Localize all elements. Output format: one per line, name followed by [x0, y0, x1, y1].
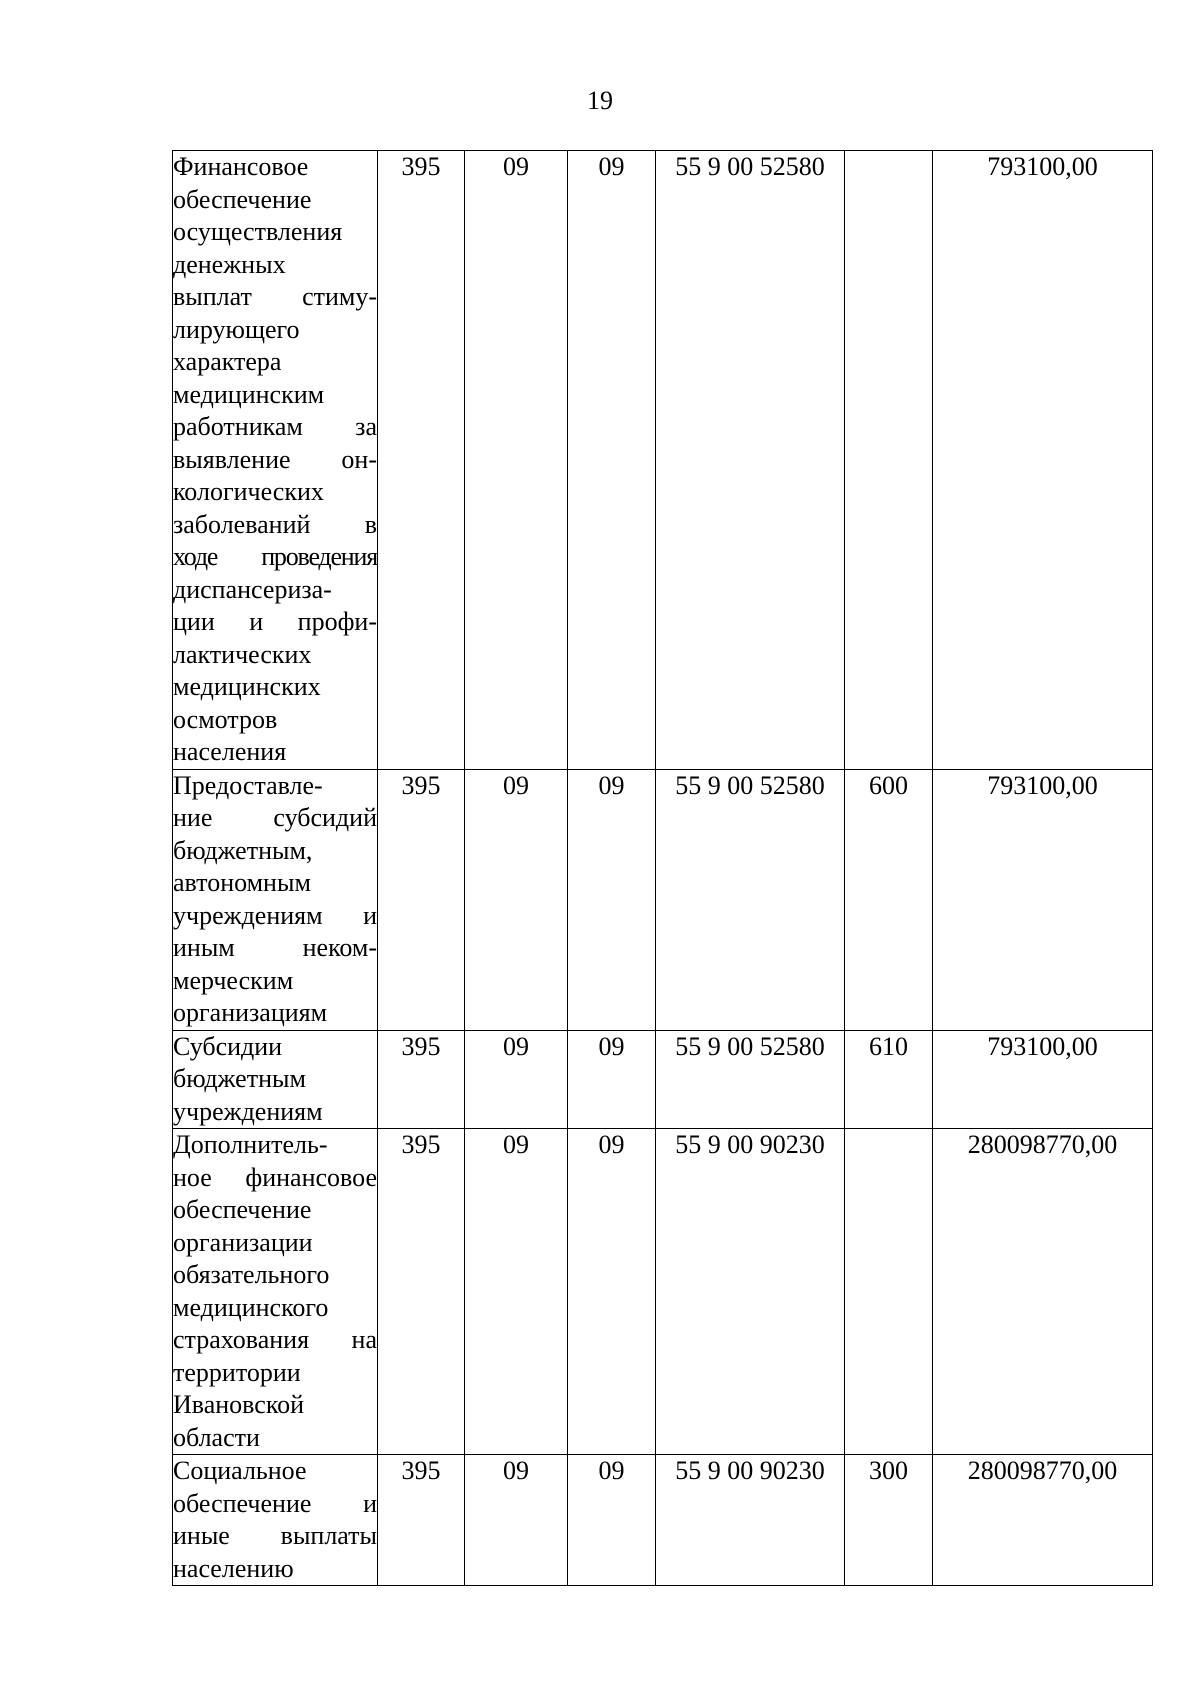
subsection-code-cell: 09: [568, 1129, 656, 1455]
expense-name-cell: [173, 1030, 378, 1129]
expense-name-line: Социальное: [173, 1456, 307, 1485]
table-row: [173, 1030, 1153, 1129]
expense-type-cell: 610: [845, 1030, 933, 1129]
expense-name-line: осуществления: [173, 217, 343, 246]
expense-name-line: Субсидии: [173, 1031, 283, 1061]
expense-name-line: учреждениям и: [173, 900, 377, 930]
expense-name-line: иные выплаты: [173, 1521, 377, 1550]
expense-type-cell: [845, 151, 933, 770]
expense-type-cell: [845, 1129, 933, 1455]
expense-name-line: бюджетным,: [173, 835, 313, 865]
expense-name-line: обеспечение и: [173, 1488, 377, 1518]
expense-name-line: Финансовое: [173, 152, 309, 181]
expense-name-line: работникам за: [173, 412, 377, 441]
amount-cell: 793100,00: [933, 769, 1153, 1030]
subsection-code-cell: 09: [568, 1030, 656, 1129]
section-code-cell: 09: [465, 1455, 568, 1586]
section-code-cell: 09: [465, 1030, 568, 1129]
expense-name-line: медицинским: [173, 379, 325, 409]
table-row: [173, 1129, 1153, 1455]
expense-name-line: мерческим: [173, 965, 294, 995]
expense-name-line: осмотров: [173, 704, 278, 734]
expense-name-cell: [173, 1129, 378, 1455]
target-article-cell: 55 9 00 52580: [656, 769, 845, 1030]
expense-name-line: страхования на: [173, 1325, 377, 1354]
subsection-code-cell: 09: [568, 1455, 656, 1586]
expense-type-cell: 300: [845, 1455, 933, 1586]
section-code-cell: 09: [465, 769, 568, 1030]
expense-name-cell: [173, 1455, 378, 1586]
expense-name-line: выплат стиму-: [173, 282, 377, 311]
expense-name-line: диспансериза-: [173, 574, 332, 604]
expense-type-cell: 600: [845, 769, 933, 1030]
ministry-code-cell: 395: [378, 151, 465, 770]
budget-table-body: [173, 151, 1153, 1586]
expense-name-line: обеспечение: [173, 1195, 312, 1224]
expense-name-line: выявление он-: [173, 444, 377, 474]
target-article-cell: 55 9 00 90230: [656, 1455, 845, 1586]
budget-table: [172, 150, 1153, 1586]
expense-name-line: ние субсидий: [173, 803, 377, 832]
expense-name-line: организации: [173, 1227, 313, 1257]
expense-name-line: медицинского: [173, 1292, 329, 1322]
ministry-code-cell: 395: [378, 1129, 465, 1455]
target-article-cell: 55 9 00 52580: [656, 1030, 845, 1129]
expense-name-line: ное финансовое: [173, 1162, 377, 1192]
amount-cell: 280098770,00: [933, 1455, 1153, 1586]
expense-name-line: территории: [173, 1357, 301, 1387]
expense-name-line: области: [173, 1422, 260, 1452]
expense-name-line: организациям: [173, 998, 328, 1027]
amount-cell: 280098770,00: [933, 1129, 1153, 1455]
expense-name-line: заболеваний в: [173, 509, 377, 539]
expense-name-line: денежных: [173, 249, 286, 279]
expense-name-line: населению: [173, 1553, 294, 1583]
expense-name-line: обязательного: [173, 1260, 330, 1289]
expense-name-line: Предоставле-: [173, 770, 323, 800]
expense-name-line: ции и профи-: [173, 607, 377, 636]
expense-name-line: иным неком-: [173, 933, 377, 962]
expense-name-cell: [173, 769, 378, 1030]
expense-name-line: ходе проведения: [173, 542, 377, 571]
expense-name-line: Дополнитель-: [173, 1130, 328, 1159]
subsection-code-cell: 09: [568, 151, 656, 770]
expense-name-line: Ивановской: [173, 1390, 305, 1419]
expense-name-line: лирующего: [173, 314, 300, 344]
target-article-cell: 55 9 00 52580: [656, 151, 845, 770]
ministry-code-cell: 395: [378, 1030, 465, 1129]
amount-cell: 793100,00: [933, 1030, 1153, 1129]
ministry-code-cell: 395: [378, 769, 465, 1030]
expense-name-line: учреждениям: [173, 1096, 323, 1126]
expense-name-cell: [173, 151, 378, 770]
table-row: [173, 769, 1153, 1030]
table-row: [173, 151, 1153, 770]
expense-name-line: населения: [173, 737, 287, 766]
expense-name-line: медицинских: [173, 672, 321, 701]
ministry-code-cell: 395: [378, 1455, 465, 1586]
section-code-cell: 09: [465, 151, 568, 770]
expense-name-line: бюджетным: [173, 1064, 306, 1093]
expense-name-line: лактических: [173, 639, 312, 669]
page-number: 19: [587, 86, 613, 115]
expense-name-line: кологических: [173, 477, 324, 506]
expense-name-line: обеспечение: [173, 184, 312, 214]
table-row: [173, 1455, 1153, 1586]
amount-cell: 793100,00: [933, 151, 1153, 770]
section-code-cell: 09: [465, 1129, 568, 1455]
expense-name-line: автономным: [173, 868, 311, 897]
target-article-cell: 55 9 00 90230: [656, 1129, 845, 1455]
subsection-code-cell: 09: [568, 769, 656, 1030]
expense-name-line: характера: [173, 347, 282, 376]
